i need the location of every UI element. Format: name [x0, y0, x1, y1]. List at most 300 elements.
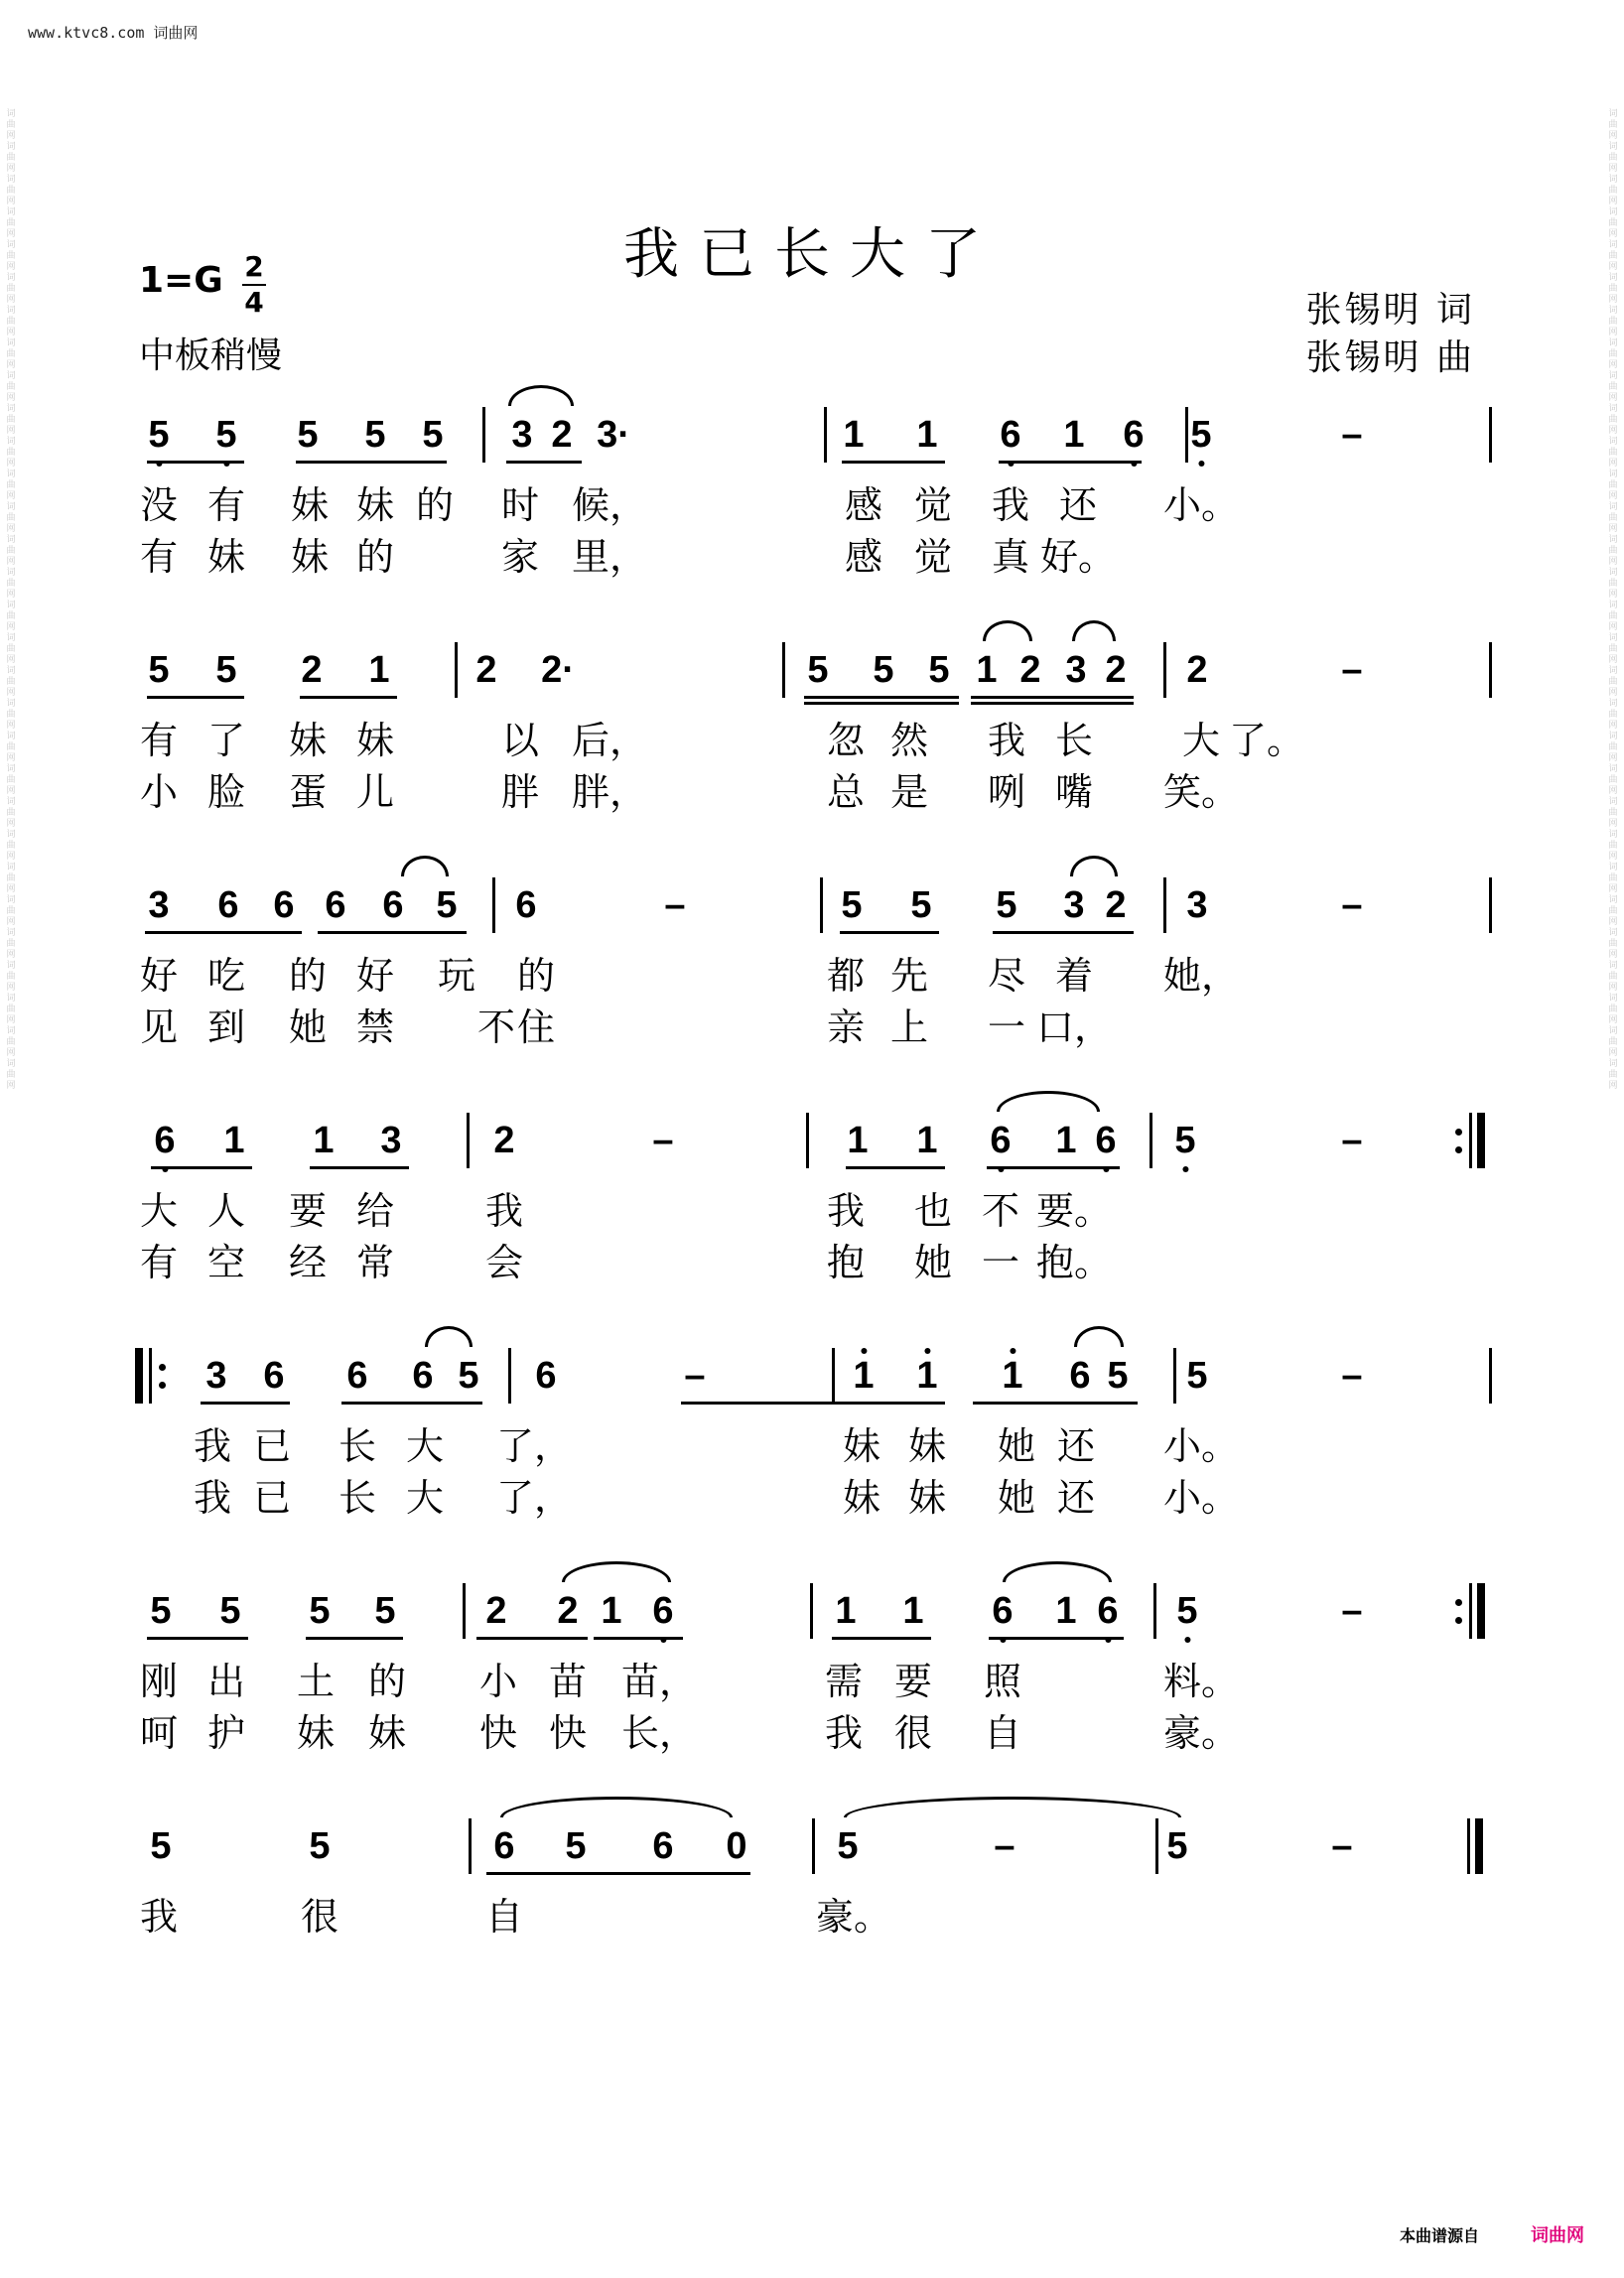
- bar-line: [508, 1348, 511, 1404]
- note: [313, 1119, 334, 1162]
- note-digit: 5: [1107, 1355, 1129, 1397]
- lyric-syllable: 小: [478, 1660, 518, 1703]
- note-digit: –: [1341, 884, 1363, 926]
- lyric-syllable: 给: [355, 1189, 395, 1233]
- note-digit: 2: [557, 1590, 579, 1632]
- lyric-syllable: 也: [913, 1189, 953, 1233]
- note-digit: 5: [215, 414, 237, 456]
- note-digit: 3: [205, 1355, 227, 1397]
- note: [837, 1824, 858, 1868]
- lyric-syllable: 一: [981, 1241, 1020, 1284]
- note: [368, 648, 389, 692]
- lyric-syllable: 不: [476, 1005, 516, 1049]
- note-digit: 1: [1063, 414, 1085, 456]
- beam-underline: [987, 1166, 1120, 1169]
- note: [996, 883, 1016, 927]
- lyric-syllable: 她: [997, 1476, 1036, 1520]
- slur-arc: [997, 1091, 1100, 1112]
- note-digit: 2: [1019, 649, 1041, 691]
- lyric-syllable: 着: [1054, 954, 1094, 998]
- lyric-syllable: 小。: [1162, 1424, 1240, 1468]
- lyric-syllable: 小: [139, 770, 179, 814]
- note: [364, 413, 385, 457]
- note: [1176, 1589, 1197, 1633]
- lyric-syllable: 土: [296, 1660, 336, 1703]
- note-digit: 5: [1190, 414, 1212, 456]
- bar-line: [1163, 642, 1166, 698]
- note: [1002, 1354, 1022, 1398]
- note: [902, 1589, 923, 1633]
- bar-line: [812, 1818, 815, 1874]
- side-watermark-right: 词曲网词曲网词曲网词曲网词曲网词曲网词曲网词曲网词曲网词曲网词曲网词曲网词曲网词曲网词曲网词曲网词曲网词曲网词曲网词曲网词曲网词曲网词曲网词曲网词曲网词曲网词曲网词曲网词曲网词曲网: [1608, 109, 1618, 1091]
- lyric-syllable: 抱。: [1035, 1241, 1113, 1284]
- notation-line: [0, 407, 1624, 476]
- note-digit: 5: [1166, 1825, 1188, 1867]
- lyric-syllable: 苗: [548, 1660, 588, 1703]
- note-digit: 6: [1069, 1355, 1091, 1397]
- lyric-syllable: 抱: [826, 1241, 866, 1284]
- lyric-syllable: 觉: [913, 483, 953, 527]
- lyric-syllable: 护: [206, 1711, 246, 1755]
- time-signature: [242, 250, 266, 320]
- beam-underline: [999, 461, 1142, 464]
- repeat-thick-bar: [1477, 1583, 1485, 1639]
- lyric-syllable: 已: [252, 1424, 292, 1468]
- note: [148, 413, 169, 457]
- note: [493, 1824, 514, 1868]
- note: [223, 1119, 244, 1162]
- note: [565, 1824, 586, 1868]
- note: [597, 413, 630, 457]
- beam-underline: [147, 1637, 248, 1640]
- repeat-thin-bar: [149, 1348, 152, 1404]
- note-digit: 2: [493, 1120, 515, 1161]
- lyric-syllable: 她，: [1162, 954, 1240, 998]
- beam-underline: [840, 931, 939, 934]
- lyric-syllable: 妹: [288, 719, 328, 762]
- lyric-syllable: 会: [484, 1241, 524, 1284]
- lyric-syllable: 有: [206, 483, 246, 527]
- note-digit: 6: [535, 1355, 557, 1397]
- note: [1186, 883, 1207, 927]
- note: [219, 1589, 240, 1633]
- note-digit: –: [1341, 1120, 1363, 1161]
- note: [1174, 1119, 1195, 1162]
- note-digit: 1: [601, 1590, 622, 1632]
- lyric-syllable: 人: [206, 1189, 246, 1233]
- note: [1341, 648, 1362, 692]
- note: [1000, 413, 1020, 457]
- lyric-syllable: 长: [1054, 719, 1094, 762]
- note-digit: 2: [1105, 649, 1127, 691]
- note: [412, 1354, 433, 1398]
- note: [1055, 1119, 1076, 1162]
- bar-line: [1153, 1583, 1156, 1639]
- lyric-syllable: 很: [300, 1895, 339, 1939]
- note: [1341, 1354, 1362, 1398]
- note-digit: 6: [346, 1355, 368, 1397]
- note: [273, 883, 294, 927]
- note-digit: 1: [853, 1355, 875, 1397]
- note-digit: 1: [916, 1355, 938, 1397]
- lyric-syllable: 有: [139, 535, 179, 579]
- note: [976, 648, 997, 692]
- note-digit: 5: [873, 649, 894, 691]
- note: [1105, 648, 1126, 692]
- note-digit: 5: [910, 884, 932, 926]
- lyric-syllable: 以: [500, 719, 540, 762]
- lyric-syllable: 我: [824, 1711, 864, 1755]
- note-digit: 1: [847, 1120, 869, 1161]
- high-octave-dot: [924, 1348, 930, 1354]
- lyric-syllable: 好: [355, 954, 395, 998]
- final-thin-bar: [1467, 1818, 1470, 1874]
- lyric-syllable: 长，: [620, 1711, 698, 1755]
- lyric-syllable: 感: [844, 483, 883, 527]
- note: [990, 1119, 1011, 1162]
- note: [652, 1589, 673, 1633]
- slur-arc: [1074, 1326, 1124, 1347]
- lyric-syllable: 苗，: [620, 1660, 698, 1703]
- note: [1341, 413, 1362, 457]
- note-digit: 2: [1186, 649, 1208, 691]
- meter-top: 2: [244, 250, 264, 283]
- lyric-syllable: 好: [139, 954, 179, 998]
- note-digit: 5: [1186, 1355, 1208, 1397]
- note: [150, 1589, 171, 1633]
- note: [873, 648, 893, 692]
- lyric-syllable: 总: [826, 770, 866, 814]
- low-octave-dot: [1184, 1637, 1190, 1643]
- lyric-syllable: 要: [893, 1660, 933, 1703]
- lyric-syllable: 还: [1056, 1476, 1096, 1520]
- note-digit: 5: [436, 884, 458, 926]
- note-digit: –: [664, 884, 686, 926]
- slur-arc: [562, 1561, 671, 1582]
- note-digit: 1: [1002, 1355, 1023, 1397]
- lyric-syllable: 还: [1056, 1424, 1096, 1468]
- note: [928, 648, 949, 692]
- note-digit: 5: [148, 649, 170, 691]
- lyric-syllable: 候，: [571, 483, 648, 527]
- slur-arc: [1070, 856, 1118, 876]
- bar-line: [1489, 407, 1492, 463]
- lyric-syllable: 呵: [139, 1711, 179, 1755]
- repeat-thick-bar: [135, 1348, 143, 1404]
- note-digit: 3: [1063, 884, 1085, 926]
- note: [1055, 1589, 1076, 1633]
- high-octave-dot: [861, 1348, 867, 1354]
- beam-underline: [318, 931, 467, 934]
- note: [436, 883, 457, 927]
- lyric-syllable: 妹: [206, 535, 246, 579]
- note-digit: –: [684, 1355, 706, 1397]
- repeat-dot: [1455, 1617, 1462, 1624]
- note: [843, 413, 864, 457]
- note-digit: 6: [382, 884, 404, 926]
- note: [382, 883, 403, 927]
- lyric-syllable: 我: [484, 1189, 524, 1233]
- lyricist: 张锡明 词: [1305, 290, 1475, 331]
- lyric-syllable: 的: [288, 954, 328, 998]
- note: [1019, 648, 1040, 692]
- note-digit: 5: [837, 1825, 859, 1867]
- beam-underline: [296, 461, 447, 464]
- note-digit: 6: [992, 1590, 1014, 1632]
- note-digit: 2: [1105, 884, 1127, 926]
- note: [422, 413, 443, 457]
- lyric-syllable: 时: [500, 483, 540, 527]
- note-digit: 5: [215, 649, 237, 691]
- lyric-syllable: 咧: [987, 770, 1026, 814]
- note-digit: 5: [996, 884, 1017, 926]
- note-digit: 3: [1065, 649, 1087, 691]
- note-digit: 1: [223, 1120, 245, 1161]
- bar-line: [455, 642, 458, 698]
- beam-underline: [300, 696, 397, 699]
- note: [1341, 1589, 1362, 1633]
- lyric-syllable: 好。: [1039, 535, 1117, 579]
- beam-underline: [341, 1402, 482, 1405]
- note-digit: 5: [422, 414, 444, 456]
- slur-arc: [508, 385, 574, 406]
- note-digit: 1: [916, 1120, 938, 1161]
- site-url[interactable]: www.ktvc8.com 词曲网: [28, 24, 199, 42]
- note-digit: 6: [493, 1825, 515, 1867]
- lyric-syllable: 了。: [1228, 719, 1305, 762]
- lyric-syllable: 妹: [290, 535, 330, 579]
- note-digit: 5: [297, 414, 319, 456]
- note-digit: 0: [726, 1825, 747, 1867]
- lyric-syllable: 大: [405, 1476, 445, 1520]
- beam-underline: [804, 702, 959, 705]
- note: [485, 1589, 506, 1633]
- lyric-syllable: 我: [193, 1476, 232, 1520]
- note-digit: 3: [1186, 884, 1208, 926]
- note-digit: 2: [475, 649, 497, 691]
- note-digit: 1: [916, 414, 938, 456]
- footer-brand[interactable]: 词曲网: [1531, 2225, 1584, 2246]
- note-digit: 1: [1055, 1590, 1077, 1632]
- lyric-syllable: 笑。: [1162, 770, 1240, 814]
- notation-line: [0, 877, 1624, 947]
- lyric-syllable: 尽: [987, 954, 1026, 998]
- repeat-thin-bar: [1469, 1113, 1472, 1168]
- note-digit: 6: [1123, 414, 1145, 456]
- beam-underline: [151, 1166, 252, 1169]
- note: [1063, 883, 1084, 927]
- bar-line: [1150, 1113, 1152, 1168]
- note: [493, 1119, 514, 1162]
- note-digit: 2: [301, 649, 323, 691]
- note-digit: 1: [843, 414, 865, 456]
- note: [1069, 1354, 1090, 1398]
- lyric-syllable: 亲: [826, 1005, 866, 1049]
- slur-arc: [425, 1326, 473, 1347]
- lyric-syllable: 豪。: [815, 1895, 892, 1939]
- beam-underline: [804, 696, 959, 699]
- lyric-syllable: 妹: [290, 483, 330, 527]
- note-digit: 6: [990, 1120, 1012, 1161]
- note: [1341, 1119, 1362, 1162]
- note: [511, 413, 532, 457]
- note: [835, 1589, 856, 1633]
- note-digit: –: [652, 1120, 674, 1161]
- note: [684, 1354, 705, 1398]
- lyric-syllable: 玩: [437, 954, 476, 998]
- beam-underline: [145, 931, 302, 934]
- lyric-syllable: 有: [139, 719, 179, 762]
- note: [916, 1354, 937, 1398]
- note: [807, 648, 828, 692]
- lyric-syllable: 蛋: [288, 770, 328, 814]
- note-digit: 5: [150, 1590, 172, 1632]
- repeat-thick-bar: [1477, 1113, 1485, 1168]
- repeat-dot: [159, 1364, 166, 1371]
- note-digit: –: [1341, 649, 1363, 691]
- lyric-syllable: 刚: [139, 1660, 179, 1703]
- lyric-syllable: 她: [913, 1241, 953, 1284]
- note-digit: 2: [551, 414, 573, 456]
- note: [541, 648, 575, 692]
- note: [215, 413, 236, 457]
- lyric-syllable: 先: [889, 954, 929, 998]
- lyric-syllable: 妹: [842, 1476, 881, 1520]
- note: [992, 1589, 1013, 1633]
- note-digit: –: [1331, 1825, 1353, 1867]
- lyric-syllable: 脸: [206, 770, 246, 814]
- lyric-syllable: 我: [991, 483, 1030, 527]
- note-digit: 5: [807, 649, 829, 691]
- note: [916, 1119, 937, 1162]
- repeat-dot: [159, 1382, 166, 1389]
- lyric-syllable: 吃: [206, 954, 246, 998]
- lyric-syllable: 上: [889, 1005, 929, 1049]
- note: [551, 413, 572, 457]
- notation-line: [0, 1113, 1624, 1182]
- note-digit: 1: [976, 649, 998, 691]
- note-digit: 6: [412, 1355, 434, 1397]
- note: [1331, 1824, 1352, 1868]
- lyric-syllable: 大: [139, 1189, 179, 1233]
- slur-arc: [401, 856, 449, 876]
- key-signature: 1=G: [139, 260, 223, 301]
- beam-underline: [306, 1637, 403, 1640]
- bar-line: [806, 1113, 809, 1168]
- note: [1186, 648, 1207, 692]
- bar-line: [482, 407, 485, 463]
- lyric-syllable: 很: [893, 1711, 933, 1755]
- lyric-syllable: 的: [516, 954, 556, 998]
- lyric-syllable: 了，: [495, 1476, 573, 1520]
- lyric-syllable: 快: [478, 1711, 518, 1755]
- note-digit: 6: [273, 884, 295, 926]
- note: [652, 1119, 673, 1162]
- lyric-syllable: 她: [997, 1424, 1036, 1468]
- note-digit: 1: [835, 1590, 857, 1632]
- note: [263, 1354, 284, 1398]
- lyric-syllable: 的: [415, 483, 455, 527]
- note-digit: 5: [928, 649, 950, 691]
- lyric-syllable: 都: [826, 954, 866, 998]
- lyric-syllable: 料。: [1162, 1660, 1240, 1703]
- note-digit: 1: [368, 649, 390, 691]
- lyric-syllable: 胖: [500, 770, 540, 814]
- notation-line: [0, 1583, 1624, 1653]
- note-digit: 2: [485, 1590, 507, 1632]
- note: [1063, 413, 1084, 457]
- note-digit: 5: [219, 1590, 241, 1632]
- beam-underline: [971, 696, 1134, 699]
- note: [475, 648, 496, 692]
- lyric-syllable: 妹: [367, 1711, 407, 1755]
- note-digit: 5: [374, 1590, 396, 1632]
- bar-line: [463, 1583, 466, 1639]
- note-digit: 5: [1174, 1120, 1196, 1161]
- lyric-syllable: 她: [288, 1005, 328, 1049]
- note: [1166, 1824, 1187, 1868]
- bar-line: [1155, 1818, 1158, 1874]
- lyric-syllable: 要。: [1035, 1189, 1113, 1233]
- lyric-syllable: 大: [1181, 719, 1221, 762]
- lyric-syllable: 禁: [355, 1005, 395, 1049]
- note: [205, 1354, 226, 1398]
- lyric-syllable: 妹: [907, 1476, 947, 1520]
- note-digit: 6: [652, 1590, 674, 1632]
- bar-line: [1185, 407, 1188, 463]
- bar-line: [1489, 642, 1492, 698]
- lyric-syllable: 我: [826, 1189, 866, 1233]
- bar-line: [1163, 877, 1166, 933]
- lyric-syllable: 了: [206, 719, 246, 762]
- lyric-syllable: 我: [987, 719, 1026, 762]
- note-digit: 3·: [597, 414, 630, 456]
- lyric-syllable: 到: [206, 1005, 246, 1049]
- note: [301, 648, 322, 692]
- lyric-syllable: 出: [206, 1660, 246, 1703]
- note-digit: –: [1341, 1590, 1363, 1632]
- lyric-syllable: 不: [981, 1189, 1020, 1233]
- note-digit: 3: [148, 884, 170, 926]
- note: [841, 883, 862, 927]
- lyric-syllable: 儿: [355, 770, 395, 814]
- lyric-syllable: 嘴: [1054, 770, 1094, 814]
- lyric-syllable: 真: [991, 535, 1030, 579]
- lyric-syllable: 还: [1058, 483, 1098, 527]
- beam-underline: [971, 702, 1134, 705]
- lyric-syllable: 已: [252, 1476, 292, 1520]
- bar-line: [467, 1113, 470, 1168]
- lyric-syllable: 长: [338, 1476, 377, 1520]
- lyric-syllable: 的: [355, 535, 395, 579]
- note-digit: 5: [565, 1825, 587, 1867]
- note: [1107, 1354, 1128, 1398]
- lyric-syllable: 妹: [907, 1424, 947, 1468]
- note-digit: 6: [263, 1355, 285, 1397]
- beam-underline: [846, 1166, 945, 1169]
- slur-arc: [500, 1797, 733, 1817]
- beam-underline: [147, 461, 244, 464]
- lyric-syllable: 妹: [296, 1711, 336, 1755]
- note-digit: 6: [652, 1825, 674, 1867]
- note-digit: 5: [364, 414, 386, 456]
- beam-underline: [310, 1166, 409, 1169]
- note-digit: 5: [458, 1355, 479, 1397]
- bar-line: [469, 1818, 472, 1874]
- note-digit: 1: [313, 1120, 335, 1161]
- lyric-syllable: 忽: [826, 719, 866, 762]
- note-digit: 6: [154, 1120, 176, 1161]
